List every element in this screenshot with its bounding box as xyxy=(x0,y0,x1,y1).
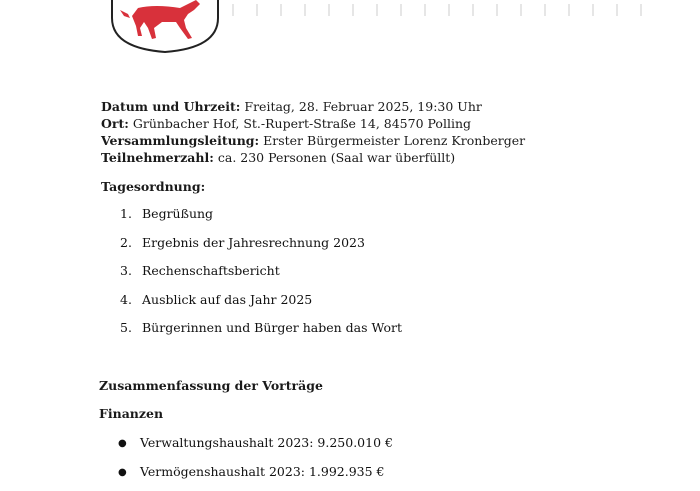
list-number: 4. xyxy=(120,291,132,307)
meta-location-line xyxy=(101,115,525,132)
agenda-list xyxy=(120,205,402,348)
list-item xyxy=(120,319,402,348)
meta-date-line xyxy=(101,98,525,115)
summary-heading: Zusammenfassung der Vorträge xyxy=(99,378,323,393)
meta-label: Datum und Uhrzeit: xyxy=(101,99,241,114)
bullet-icon: ● xyxy=(118,438,127,449)
list-number: 2. xyxy=(120,234,132,250)
meta-label: Versammlungsleitung: xyxy=(101,133,260,148)
list-number: 3. xyxy=(120,263,132,279)
finances-heading: Finanzen xyxy=(99,406,164,421)
list-text: Ausblick auf das Jahr 2025 xyxy=(142,291,313,307)
meta-value: Freitag, 28. Februar 2025, 19:30 Uhr xyxy=(244,99,482,114)
meta-value: Grünbacher Hof, St.-Rupert-Straße 14, 84570 Polling xyxy=(132,116,471,131)
meta-value: Erster Bürgermeister Lorenz Kronberger xyxy=(263,133,526,148)
list-text: Begrüßung xyxy=(142,206,214,221)
scan-artifact-marks xyxy=(232,4,692,22)
list-text: Rechenschaftsbericht xyxy=(142,263,280,279)
meta-label: Ort: xyxy=(101,116,129,131)
list-number: 1. xyxy=(120,206,132,221)
list-item xyxy=(118,463,393,491)
meta-attendance-line xyxy=(101,149,525,166)
meta-value: ca. 230 Personen (Saal war überfüllt) xyxy=(217,150,456,165)
meeting-meta-block xyxy=(101,98,525,166)
list-text: Bürgerinnen und Bürger haben das Wort xyxy=(142,320,403,336)
list-text: Vermögenshaushalt 2023: 1.992.935 € xyxy=(140,463,385,479)
list-text: Ergebnis der Jahresrechnung 2023 xyxy=(142,234,365,250)
agenda-heading: Tagesordnung: xyxy=(101,179,206,194)
list-item xyxy=(120,234,402,263)
list-item xyxy=(118,434,393,463)
list-item xyxy=(120,262,402,291)
list-number: 5. xyxy=(120,320,132,336)
bullet-icon: ● xyxy=(118,466,127,478)
list-text: Verwaltungshaushalt 2023: 9.250.010 € xyxy=(140,435,393,450)
meta-chair-line xyxy=(101,132,525,149)
stag-coat-of-arms-icon xyxy=(110,0,220,54)
finances-list xyxy=(118,434,393,491)
meta-label: Teilnehmerzahl: xyxy=(101,150,214,165)
list-item xyxy=(120,291,402,320)
list-item xyxy=(120,205,402,234)
